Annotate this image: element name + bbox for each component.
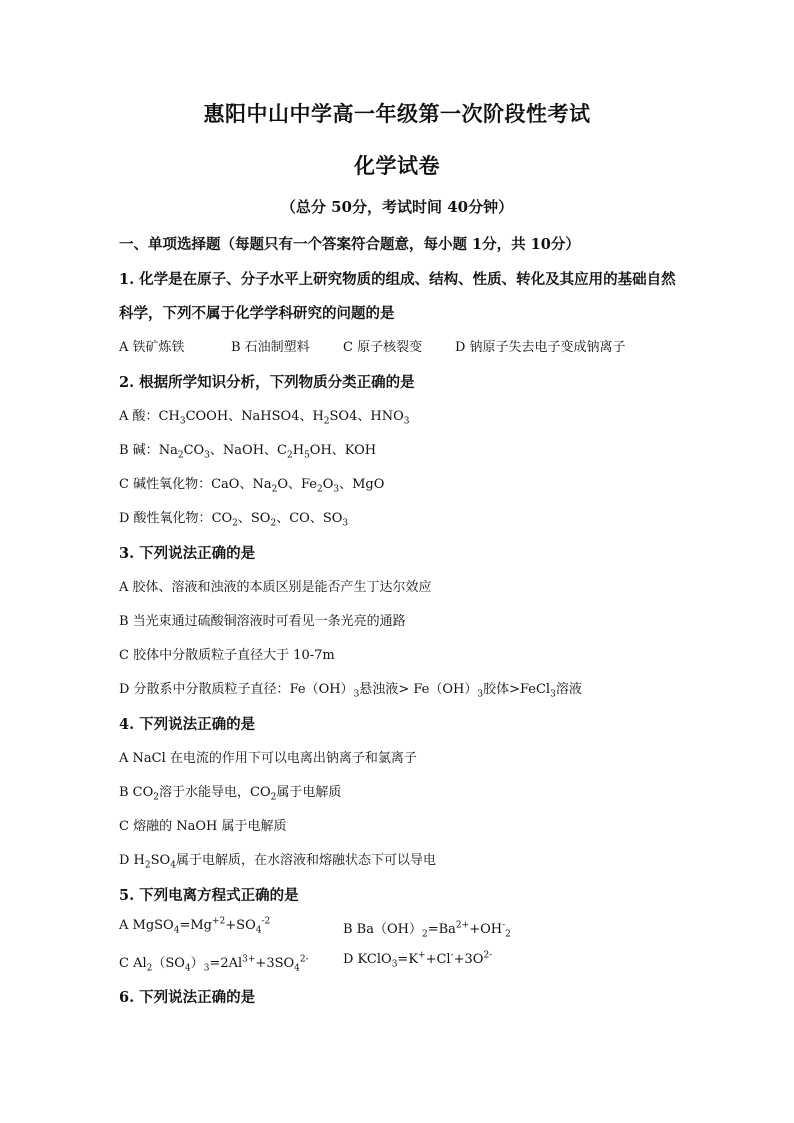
question-5-option-a: A $MgSO_4=Mg^{+2}+SO_4^{-2}$ [119, 916, 271, 936]
question-3-option-a: A 胶体、溶液和浊液的本质区别是能否产生丁达尔效应 [119, 580, 432, 595]
question-4-option-d: D $H_2SO_4$属于电解质，在水溶液和熔融状态下可以导电 [119, 853, 436, 871]
question-5-option-c: C $Al_2(SO_4)_3=2Al^{3+}+3SO_4^{2-}$ [119, 954, 309, 974]
option-text: 溶于水能导电， [159, 785, 251, 800]
question-2-option-b: B 碱：$Na_2CO_3$、NaOH、$C_2H_5OH$、KOH [119, 443, 377, 461]
option-text: 胶体 [483, 682, 510, 697]
section-heading: 一、单项选择题（每题只有一个答案符合题意，每小题 1分，共 10分） [119, 236, 580, 253]
option-text: 属于电解质，在水溶液和熔融状态下可以导电 [175, 853, 436, 868]
question-2-stem: 2. 根据所学知识分析，下列物质分类正确的是 [119, 374, 415, 391]
question-5-option-b: B $Ba(OH)_2=Ba^{2+}+OH^-_2$ [343, 920, 511, 940]
option-label: A 酸： [119, 409, 159, 424]
option-text: 溶液 [555, 682, 582, 697]
question-1-option-d: D 钠原子失去电子变成钠离子 [455, 340, 626, 355]
question-1-option-a: A 铁矿炼铁 [119, 340, 185, 355]
question-4-option-b: B $CO_2$溶于水能导电，$CO_2$属于电解质 [119, 785, 342, 803]
option-label: D 酸性氧化物： [119, 511, 212, 526]
question-6-stem: 6. 下列说法正确的是 [119, 989, 256, 1006]
question-3-option-d: D 分散系中分散质粒子直径：$Fe(OH)_3$悬浊液> $Fe(OH)_3$胶体>FeCl$_3$溶液 [119, 682, 582, 700]
question-3-option-c: C 胶体中分散质粒子直径大于 10-7m [119, 648, 335, 663]
question-5-stem: 5. 下列电离方程式正确的是 [119, 887, 299, 904]
option-text: 悬浊液 [359, 682, 399, 697]
question-1-option-b: B 石油制塑料 [231, 340, 310, 355]
question-2-option-c: C 碱性氧化物：CaO、$Na_2O$、$Fe_2O_3$、MgO [119, 477, 385, 495]
question-2-option-d: D 酸性氧化物：$CO_2$、$SO_2$、CO、$SO_3$ [119, 511, 349, 529]
option-label: C 碱性氧化物： [119, 477, 212, 492]
option-label: D 分散系中分散质粒子直径： [119, 682, 290, 697]
question-3-option-b: B 当光束通过硫酸铜溶液时可看见一条光亮的通路 [119, 614, 406, 629]
exam-info: （总分 50分，考试时间 40分钟） [280, 198, 514, 216]
question-3-stem: 3. 下列说法正确的是 [119, 545, 256, 562]
question-4-option-c: C 熔融的 NaOH 属于电解质 [119, 819, 287, 834]
question-4-option-a: A NaCl 在电流的作用下可以电离出钠离子和氯离子 [119, 751, 417, 766]
question-2-option-a: A 酸：$CH_3COOH$、NaHSO4、$H_2SO4$、$HNO_3$ [119, 409, 410, 427]
question-1-line-1: 1. 化学是在原子、分子水平上研究物质的组成、结构、性质、转化及其应用的基础自然 [119, 271, 676, 288]
question-5-option-d: D $KClO_3=K^++Cl^-+3O^{2-}$ [343, 950, 493, 970]
question-1-line-2: 科学，下列不属于化学学科研究的问题的是 [119, 305, 395, 322]
exam-title: 惠阳中山中学高一年级第一次阶段性考试 [203, 101, 591, 126]
option-label: B 碱： [119, 443, 159, 458]
question-1-option-c: C 原子核裂变 [343, 340, 423, 355]
question-4-stem: 4. 下列说法正确的是 [119, 716, 256, 733]
subject-title: 化学试卷 [354, 153, 440, 178]
option-text: 属于电解质 [276, 785, 342, 800]
